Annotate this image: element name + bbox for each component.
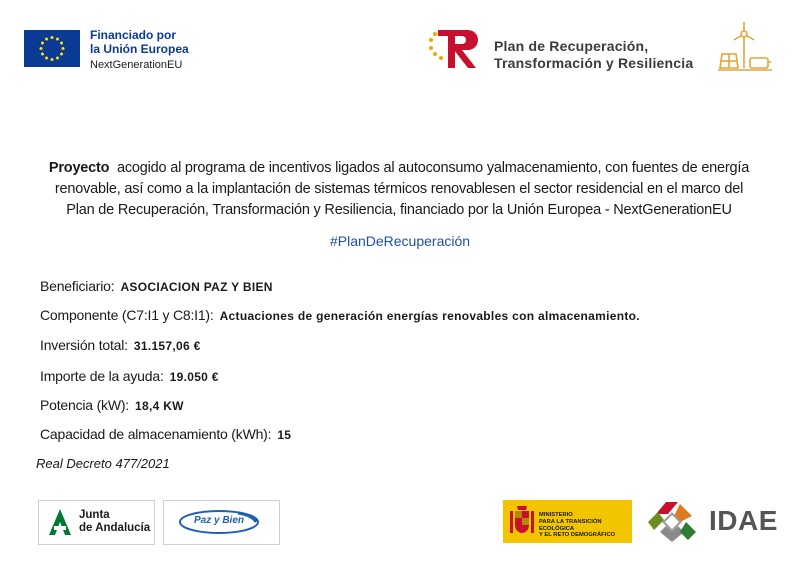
eu-star xyxy=(41,53,44,56)
field-inversion xyxy=(40,337,201,353)
prtr-label xyxy=(494,38,693,72)
inversion-label: Inversión total: xyxy=(40,337,128,353)
eu-star xyxy=(51,58,54,61)
decree-reference: Real Decreto 477/2021 xyxy=(36,456,170,471)
ministerio-line-1: MINISTERIO xyxy=(539,512,573,518)
ministerio-label xyxy=(539,512,632,539)
spain-coat-of-arms-icon xyxy=(509,505,535,538)
ayuda-value: 19.050 € xyxy=(169,370,219,384)
field-componente xyxy=(40,307,640,323)
project-lead: Proyecto xyxy=(48,160,110,176)
capacidad-value: 15 xyxy=(277,428,292,442)
junta-line-2: de Andalucía xyxy=(79,522,151,534)
eu-star xyxy=(45,57,48,60)
prtr-line-1: Plan de Recuperación, xyxy=(494,38,649,54)
eu-flag-icon xyxy=(24,30,80,67)
paz-y-bien-logo xyxy=(163,500,280,545)
eu-line-2: la Unión Europea xyxy=(90,42,189,56)
prtr-logo-icon xyxy=(426,26,484,70)
ministerio-logo xyxy=(503,500,632,543)
ministerio-line-3: Y EL RETO DEMOGRÁFICO xyxy=(539,532,616,539)
eu-star xyxy=(56,37,59,40)
beneficiario-value: ASOCIACION PAZ Y BIEN xyxy=(120,280,273,294)
idae-mark-icon xyxy=(644,498,704,546)
inversion-value: 31.157,06 € xyxy=(133,339,201,353)
eu-star xyxy=(41,42,44,45)
eu-funding-label xyxy=(90,28,189,72)
eu-star xyxy=(40,47,43,50)
field-capacidad xyxy=(40,426,291,442)
potencia-value: 18,4 KW xyxy=(135,399,184,413)
project-text: acogido al programa de incentivos ligados al autoconsumo yalmacenamiento, con fuentes de energía renovable, así como a la implantación de sistemas térmicos renovablesen el sector residencial en el marco del Plan de Recuperación, Transformación y Resiliencia, financiado por la Unión Europea - NextGenerationEU xyxy=(54,160,750,218)
eu-line-1: Financiado por xyxy=(90,28,177,42)
eu-star xyxy=(62,47,65,50)
junta-line-1: Junta xyxy=(79,509,110,521)
beneficiario-label: Beneficiario: xyxy=(40,278,115,294)
prtr-line-2: Transformación y Resiliencia xyxy=(494,55,694,71)
componente-label: Componente (C7:I1 y C8:I1): xyxy=(40,307,214,323)
solar-wind-icon xyxy=(716,20,774,76)
idae-label: IDAE xyxy=(709,505,778,536)
field-ayuda xyxy=(40,368,219,384)
field-potencia xyxy=(40,397,184,413)
hashtag: #PlanDeRecuperación xyxy=(329,233,471,249)
eu-star xyxy=(60,42,63,45)
potencia-label: Potencia (kW): xyxy=(40,397,129,413)
ministerio-line-2: PARA LA TRANSICIÓN ECOLÓGICA xyxy=(539,518,602,532)
project-description xyxy=(40,158,758,221)
ayuda-label: Importe de la ayuda: xyxy=(40,368,164,384)
junta-andalucia-logo xyxy=(38,500,155,545)
eu-line-3: NextGenerationEU xyxy=(90,59,183,71)
componente-value: Actuaciones de generación energías renovables con almacenamiento. xyxy=(219,309,640,323)
eu-star xyxy=(56,57,59,60)
paz-y-bien-label: Paz y Bien xyxy=(193,515,245,526)
eu-star xyxy=(45,37,48,40)
field-beneficiario xyxy=(40,278,273,294)
eu-star xyxy=(60,53,63,56)
eu-star xyxy=(51,36,54,39)
junta-mark-icon xyxy=(47,507,73,537)
capacidad-label: Capacidad de almacenamiento (kWh): xyxy=(40,426,272,442)
